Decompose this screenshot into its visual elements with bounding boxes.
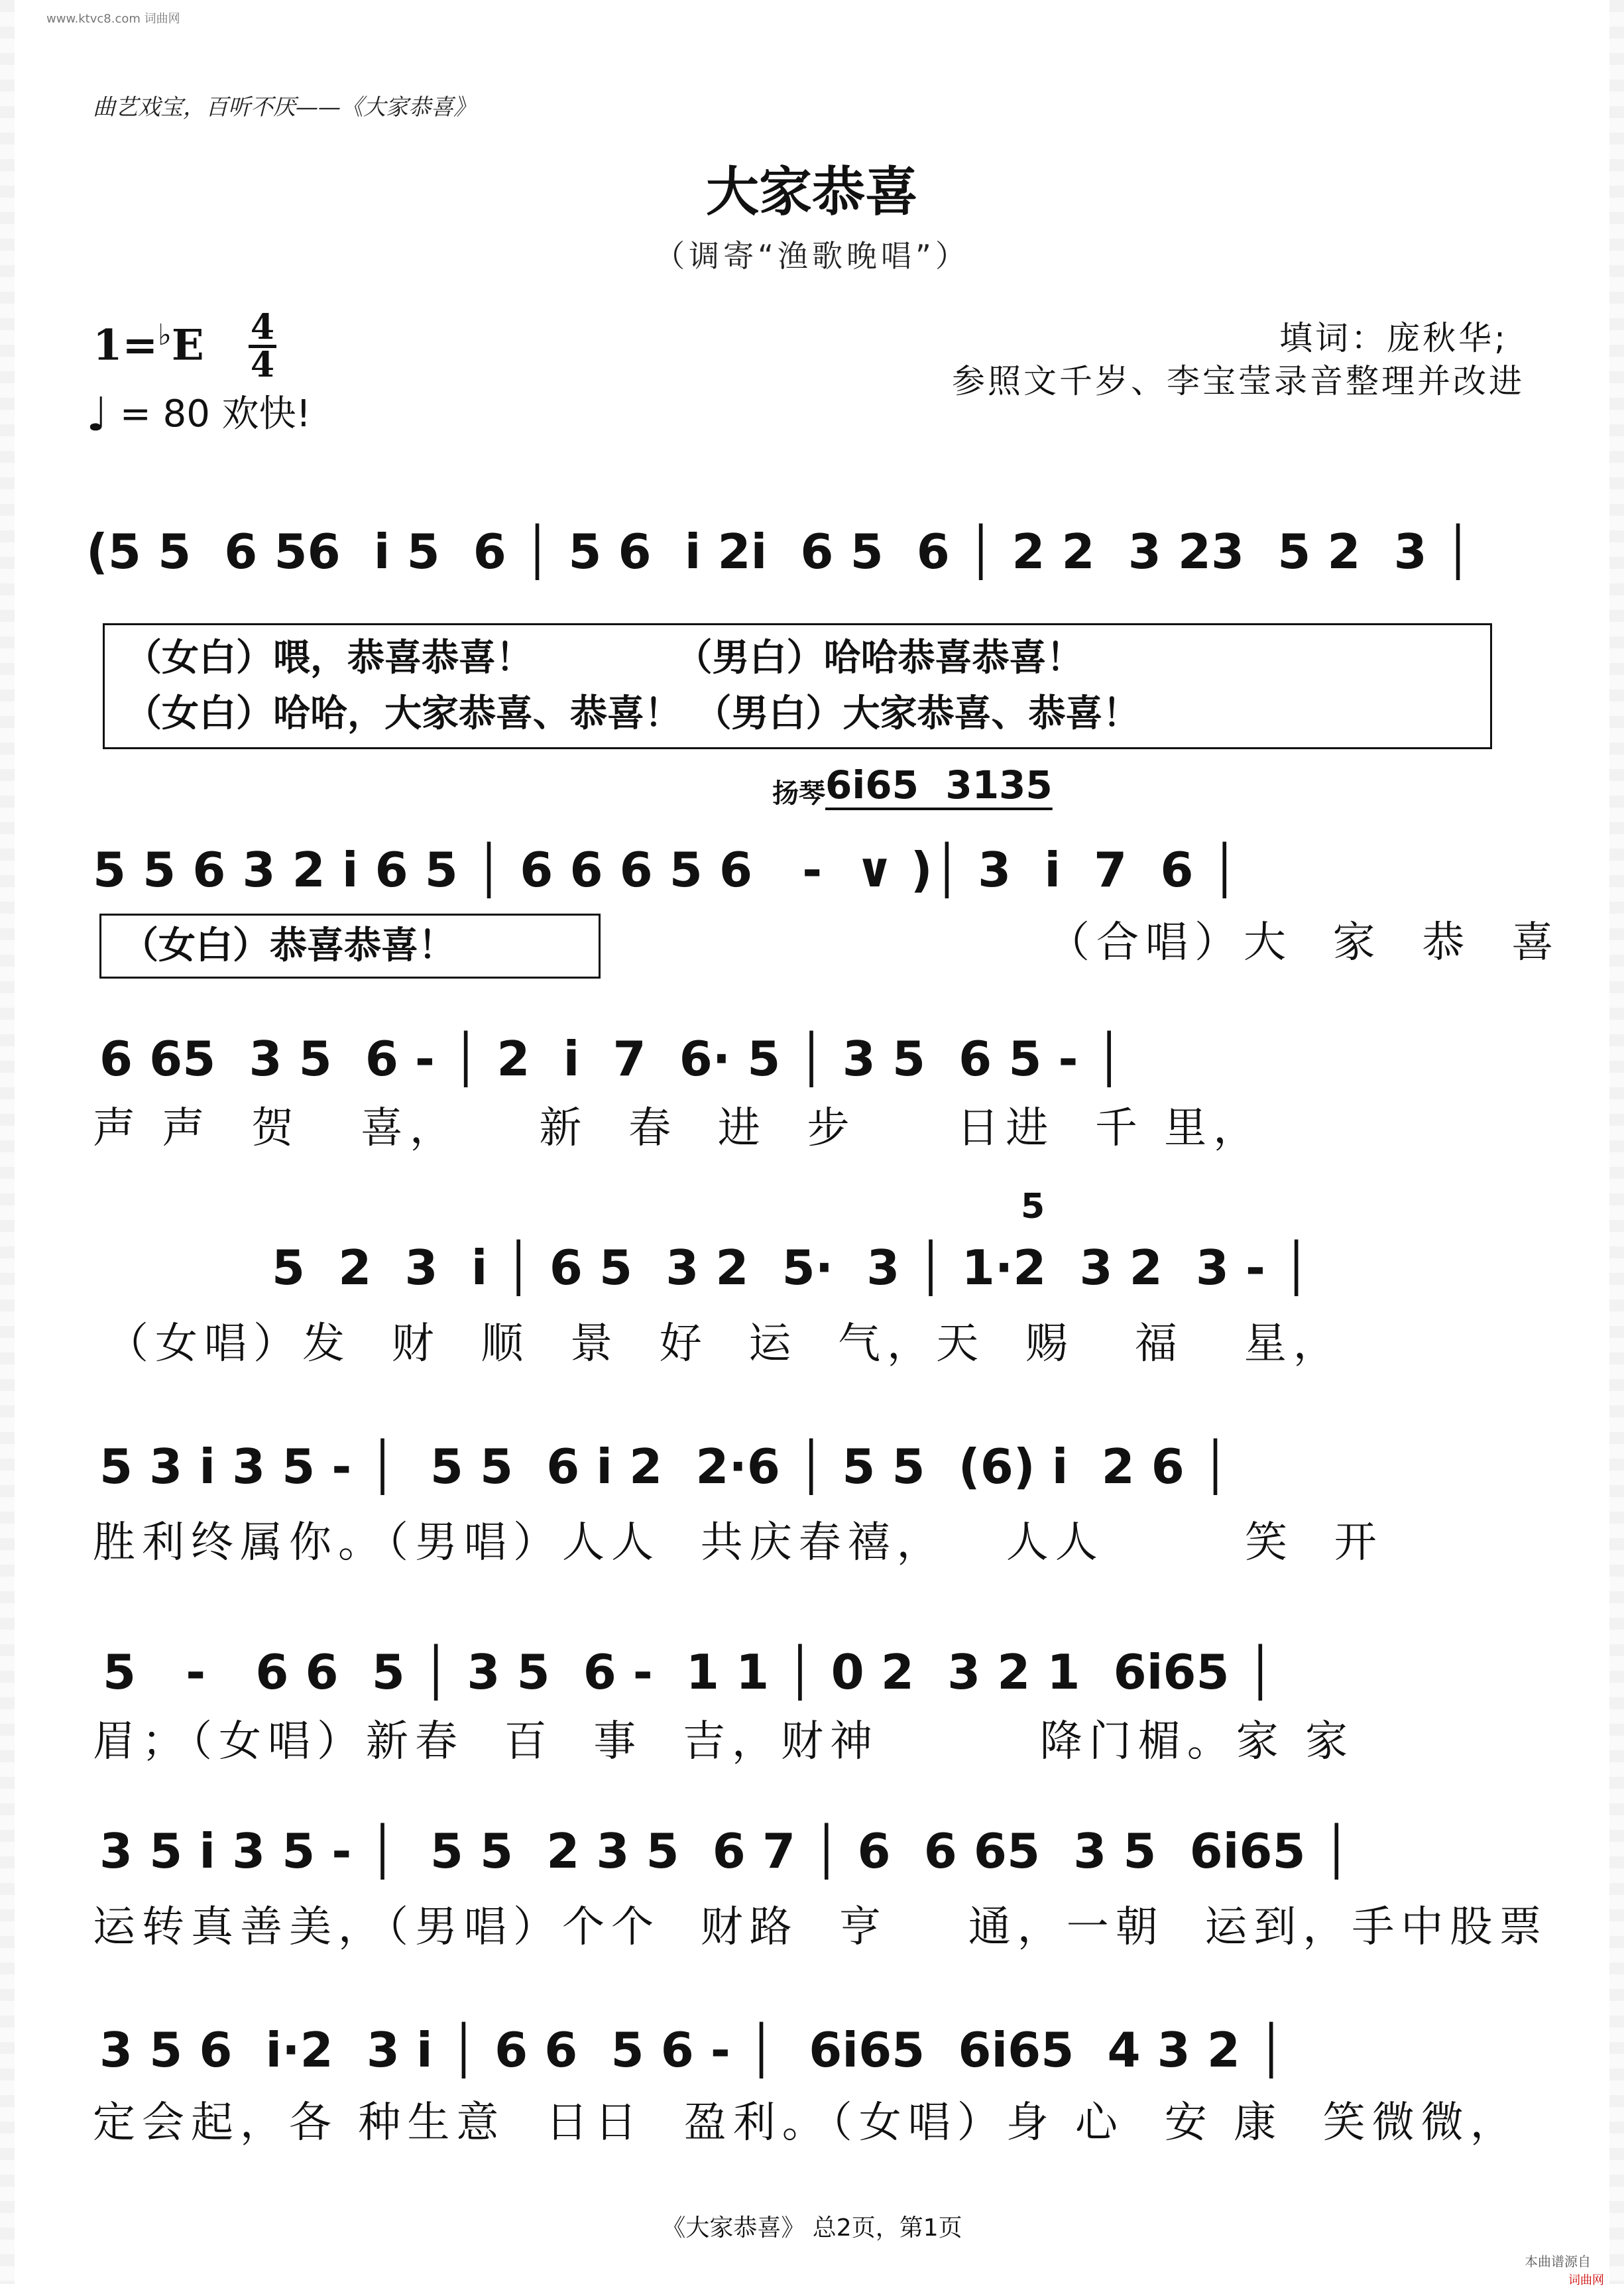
tempo-mood: 欢快! [221,392,312,436]
left-border [0,0,15,2284]
instrument-label: 扬琴 [772,778,825,809]
source-label: 本曲谱源自 [1525,2254,1591,2269]
time-signature [249,307,276,385]
notation-line-6: 5 - 6 6 5 │ 3 5 6 - 1 1 │ 0 2 3 2 1 6i65 │ [103,1644,1275,1700]
song-subtitle: （调寄“渔歌晚唱”） [654,238,970,274]
dialog-box-1: （女白）喂，恭喜恭喜！ （男白）哈哈恭喜恭喜！ （女白）哈哈，大家恭喜、恭喜！ （男白）大家恭喜、恭喜！ [103,623,1492,749]
notation-line-5: 5 3 i 3 5 - │ 5 5 6 i 2 2·6 │ 5 5 (6) i 2 6 │ [99,1439,1230,1494]
notation-line-8: 3 5 6 i·2 3 i │ 6 6 5 6 - │ 6i65 6i65 4 3 2 │ [99,2022,1286,2078]
quarter-note-icon: ♩ [86,387,109,442]
notation-line-1: (5 5 6 56 i 5 6 │ 5 6 i 2i 6 5 6 │ 2 2 3 23 5 2 3 │ [86,524,1473,579]
lyricist: 填词：庞秋华; [1279,319,1508,357]
key-prefix: 1= [93,320,158,371]
flat-symbol: ♭ [158,318,172,352]
page-footer: 《大家恭喜》 总2页，第1页 [662,2214,962,2242]
time-bottom: 4 [250,345,275,385]
lyric-line-3: （女唱）发 财 顺 景 好 运 气，天 赐 福 星， [106,1319,1342,1368]
key-letter: E [171,320,204,371]
source-site: 词曲网 [1568,2273,1604,2287]
lyric-line-6: 运转真善美，（男唱）个个 财路 亨 通，一朝 运到，手中股票 [93,1903,1548,1952]
site-watermark: www.ktvc8.com 词曲网 [46,12,180,26]
notation-line-3: 6 65 3 5 6 - │ 2 i 7 6· 5 │ 3 5 6 5 - │ [99,1031,1124,1087]
instrument-notes: 6i65 3135 [825,762,1053,808]
tempo-value: = 80 [119,392,210,436]
key-signature [93,318,204,370]
lyric-line-4: 胜利终属你。（男唱）人人 共庆春禧， 人人 笑 开 [93,1518,1383,1567]
lyric-line-7: 定会起，各 种生意 日日 盈利。（女唱）身 心 安 康 笑微微， [93,2098,1519,2147]
time-top: 4 [250,307,275,347]
grace-note: 5 [1021,1187,1045,1227]
right-border [1609,0,1624,2284]
header-note: 曲艺戏宝，百听不厌——《大家恭喜》 [93,94,476,121]
lyric-line-5: 眉；（女唱）新春 百 事 吉，财神 降门楣。家 家 [93,1717,1355,1766]
dialog-box-2: （女白）恭喜恭喜！ [99,914,601,979]
tempo-marking [86,385,311,442]
song-title: 大家恭喜 [706,161,918,223]
notation-line-2: 5 5 6 3 2 i 6 5 │ 6 6 6 5 6 - ∨ )│ 3 i 7 6 │ [93,842,1239,898]
notation-line-4: 5 2 3 i │ 6 5 3 2 5· 3 │ 1·2 3 2 3 - │ [272,1240,1311,1295]
notation-line-7: 3 5 i 3 5 - │ 5 5 2 3 5 6 7 │ 6 6 65 3 5 6i65 │ [99,1823,1352,1879]
arranger: 参照文千岁、李宝莹录音整理并改进 [952,362,1525,400]
lyric-line-1: （合唱）大 家 恭 喜 [1047,918,1561,967]
lyric-line-2: 声 声 贺 喜， 新 春 进 步 日进 千 里， [93,1104,1263,1153]
